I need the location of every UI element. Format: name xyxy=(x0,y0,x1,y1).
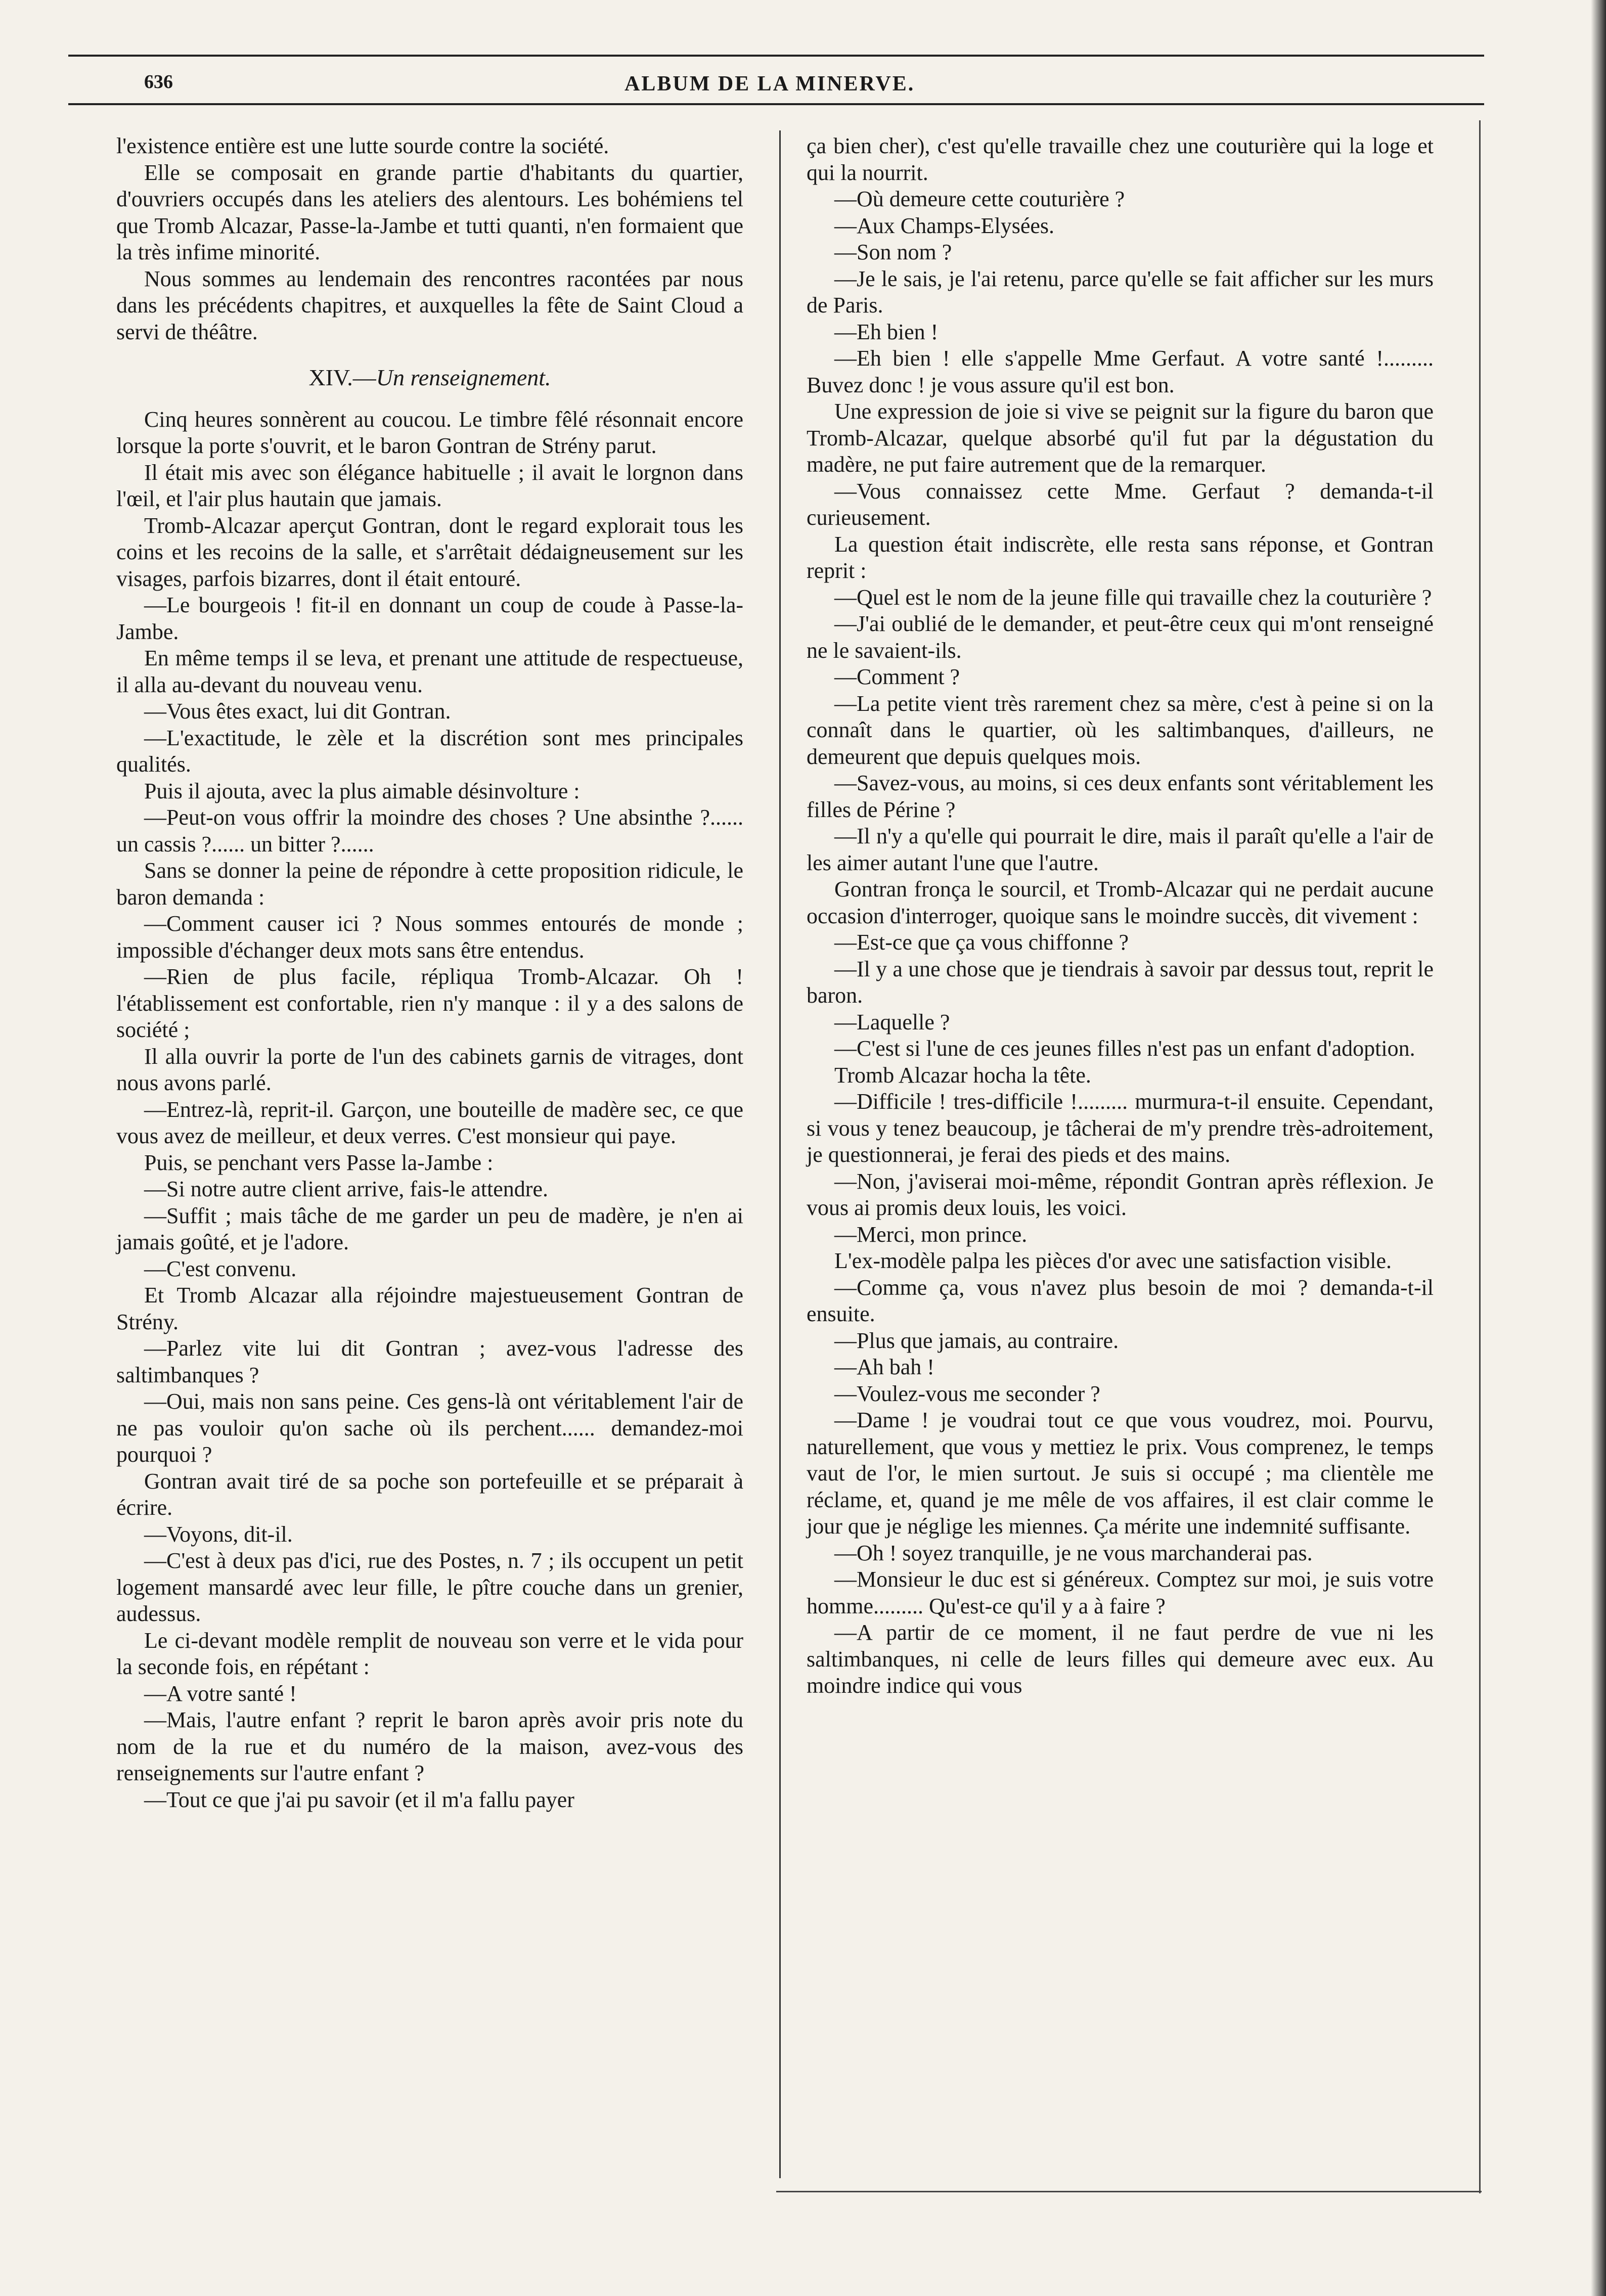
paragraph: —Il y a une chose que je tiendrais à savoir par dessus tout, reprit le baron. xyxy=(807,956,1434,1008)
paragraph: —Vous êtes exact, lui dit Gontran. xyxy=(144,699,451,724)
paragraph: —Mais, l'autre enfant ? reprit le baron après avoir pris note du nom de la rue et du numéro de la maison, avez-vous des renseignements sur l'autre enfant ? xyxy=(116,1707,743,1785)
chapter-number: XIV.— xyxy=(308,365,376,390)
paragraph: —Laquelle ? xyxy=(834,1009,950,1034)
page-number: 636 xyxy=(144,71,173,93)
paragraph: —Comment causer ici ? Nous sommes entourés de monde ; impossible d'échanger deux mots sans être entendus. xyxy=(116,911,743,963)
paragraph: —Plus que jamais, au contraire. xyxy=(834,1328,1119,1353)
right-body xyxy=(807,133,1434,1699)
paragraph: —Rien de plus facile, répliqua Tromb-Alcazar. Oh ! l'établissement est confortable, rien n'y manque : il y a des salons de société ; xyxy=(116,964,743,1042)
paragraph: Tromb-Alcazar aperçut Gontran, dont le regard explorait tous les coins et les recoins de la salle, et s'arrêtait dédaigneusement sur les visages, parfois bizarres, dont il était entouré. xyxy=(116,513,743,591)
page xyxy=(68,55,1484,2209)
paragraph: —Difficile ! tres-difficile !......... murmura-t-il ensuite. Cependant, si vous y tenez beaucoup, je tâcherai de m'y prendre très-adroitement, je questionnerai, je ferai des pieds et des mains. xyxy=(807,1089,1434,1167)
paragraph: Il alla ouvrir la porte de l'un des cabinets garnis de vitrages, dont nous avons parlé. xyxy=(116,1044,743,1095)
paragraph: Une expression de joie si vive se peignit sur la figure du baron que Tromb-Alcazar, quelque absorbé qu'il fut par la dégustation du madère, ne put faire autrement que de la remarquer. xyxy=(807,399,1434,477)
paragraph: —Tout ce que j'ai pu savoir (et il m'a fallu payer xyxy=(144,1787,574,1812)
paragraph: Gontran fronça le sourcil, et Tromb-Alcazar qui ne perdait aucune occasion d'interroger, quoique sans le moindre succès, dit vivement : xyxy=(807,877,1434,928)
paragraph: Le ci-devant modèle remplit de nouveau son verre et le vida pour la seconde fois, en répétant : xyxy=(116,1628,743,1679)
book-spine-shadow xyxy=(1591,0,1606,2296)
paragraph: Puis, se penchant vers Passe la-Jambe : xyxy=(144,1150,494,1175)
paragraph: —Comme ça, vous n'avez plus besoin de moi ? demanda-t-il ensuite. xyxy=(807,1275,1434,1326)
right-column xyxy=(807,133,1434,1699)
page-header xyxy=(68,55,1484,105)
paragraph: —C'est convenu. xyxy=(144,1256,297,1281)
paragraph: —L'exactitude, le zèle et la discrétion sont mes principales qualités. xyxy=(116,725,743,777)
paragraph: —A votre santé ! xyxy=(144,1681,297,1706)
paragraph: Et Tromb Alcazar alla réjoindre majestueusement Gontran de Strény. xyxy=(116,1283,743,1334)
paragraph: —C'est à deux pas d'ici, rue des Postes, n. 7 ; ils occupent un petit logement mansardé avec leur fille, le pître couche dans un grenier, audessus. xyxy=(116,1548,743,1626)
paragraph: Nous sommes au lendemain des rencontres racontées par nous dans les précédents chapitres, et auxquelles la fête de Saint Cloud a servi de théâtre. xyxy=(116,266,743,344)
paragraph: —Entrez-là, reprit-il. Garçon, une bouteille de madère sec, ce que vous avez de meilleur, et deux verres. C'est monsieur qui paye. xyxy=(116,1097,743,1148)
paragraph: —J'ai oublié de le demander, et peut-être ceux qui m'ont renseigné ne le savaient-ils. xyxy=(807,611,1434,663)
paragraph: —Dame ! je voudrai tout ce que vous voudrez, moi. Pourvu, naturellement, que vous y mettiez le prix. Vous comprenez, le temps vaut de l'or, le mien surtout. Je suis si occupé ; ma clientèle me réclame, et, quand je me mêle de vos affaires, il est clair comme le jour que je néglige les miennes. Ça mérite une indemnité suffisante. xyxy=(807,1408,1434,1539)
paragraph: La question était indiscrète, elle resta sans réponse, et Gontran reprit : xyxy=(807,531,1434,583)
paragraph: —Son nom ? xyxy=(834,240,952,264)
paragraph: —Comment ? xyxy=(834,664,960,689)
left-column xyxy=(116,133,743,1813)
paragraph: —Savez-vous, au moins, si ces deux enfants sont véritablement les filles de Périne ? xyxy=(807,771,1434,822)
frame-rule-bottom xyxy=(776,2191,1482,2192)
paragraph: —Parlez vite lui dit Gontran ; avez-vous l'adresse des saltimbanques ? xyxy=(116,1336,743,1387)
paragraph: —Je le sais, je l'ai retenu, parce qu'elle se fait afficher sur les murs de Paris. xyxy=(807,266,1434,318)
paragraph: —Vous connaissez cette Mme. Gerfaut ? demanda-t-il curieusement. xyxy=(807,478,1434,530)
chapter-heading xyxy=(116,365,743,391)
paragraph: —Oh ! soyez tranquille, je ne vous marchanderai pas. xyxy=(834,1540,1313,1565)
paragraph: —Suffit ; mais tâche de me garder un peu de madère, je n'en ai jamais goûté, et je l'adore. xyxy=(116,1203,743,1254)
paragraph: —Il n'y a qu'elle qui pourrait le dire, mais il paraît qu'elle a l'air de les aimer autant l'une que l'autre. xyxy=(807,824,1434,875)
paragraph: —Non, j'aviserai moi-même, répondit Gontran après réflexion. Je vous ai promis deux louis, les voici. xyxy=(807,1168,1434,1220)
paragraph: —A partir de ce moment, il ne faut perdre de vue ni les saltimbanques, ni celle de leurs filles qui demeure avec eux. Au moindre indice qui vous xyxy=(807,1620,1434,1698)
running-title: ALBUM DE LA MINERVE. xyxy=(624,72,915,96)
paragraph: —C'est si l'une de ces jeunes filles n'est pas un enfant d'adoption. xyxy=(834,1036,1415,1061)
paragraph: —Est-ce que ça vous chiffonne ? xyxy=(834,930,1129,955)
paragraph: —Merci, mon prince. xyxy=(834,1222,1028,1247)
paragraph: Puis il ajouta, avec la plus aimable désinvolture : xyxy=(144,778,580,803)
chapter-title: Un renseignement. xyxy=(376,365,551,390)
frame-rule-right xyxy=(1479,120,1481,2193)
column-divider xyxy=(779,130,781,2178)
paragraph: Tromb Alcazar hocha la tête. xyxy=(834,1062,1091,1088)
left-intro xyxy=(116,133,743,345)
paragraph: Gontran avait tiré de sa poche son portefeuille et se préparait à écrire. xyxy=(116,1468,743,1520)
paragraph: —Voyons, dit-il. xyxy=(144,1521,293,1547)
paragraph: Cinq heures sonnèrent au coucou. Le timbre fêlé résonnait encore lorsque la porte s'ouvrit, et le baron Gontran de Strény parut. xyxy=(116,407,743,458)
paragraph: —Le bourgeois ! fit-il en donnant un coup de coude à Passe-la-Jambe. xyxy=(116,593,743,644)
left-body xyxy=(116,407,743,1814)
paragraph: —Eh bien ! elle s'appelle Mme Gerfaut. A votre santé !......... Buvez donc ! je vous assure qu'il est bon. xyxy=(807,346,1434,397)
paragraph: —La petite vient très rarement chez sa mère, c'est à peine si on la connaît dans le quartier, où les saltimbanques, d'ailleurs, ne demeurent que depuis quelques mois. xyxy=(807,691,1434,769)
paragraph: l'existence entière est une lutte sourde contre la société. xyxy=(116,133,609,158)
paragraph: ça bien cher), c'est qu'elle travaille chez une couturière qui la loge et qui la nourrit. xyxy=(807,133,1434,185)
paragraph: —Monsieur le duc est si généreux. Comptez sur moi, je suis votre homme......... Qu'est-ce qu'il y a à faire ? xyxy=(807,1567,1434,1618)
paragraph: —Aux Champs-Elysées. xyxy=(834,213,1055,238)
paragraph: L'ex-modèle palpa les pièces d'or avec une satisfaction visible. xyxy=(834,1248,1392,1273)
paragraph: —Peut-on vous offrir la moindre des choses ? Une absinthe ?...... un cassis ?...... un bitter ?...... xyxy=(116,805,743,857)
paragraph: —Si notre autre client arrive, fais-le attendre. xyxy=(144,1177,548,1201)
paragraph: Il était mis avec son élégance habituelle ; il avait le lorgnon dans l'œil, et l'air plus hautain que jamais. xyxy=(116,460,743,511)
paragraph: —Quel est le nom de la jeune fille qui travaille chez la couturière ? xyxy=(834,584,1432,610)
paragraph: —Voulez-vous me seconder ? xyxy=(834,1381,1100,1406)
paragraph: —Oui, mais non sans peine. Ces gens-là ont véritablement l'air de ne pas vouloir qu'on sache où ils perchent...... demandez-moi pourquoi ? xyxy=(116,1389,743,1467)
paragraph: —Où demeure cette couturière ? xyxy=(834,187,1125,211)
paragraph: —Eh bien ! xyxy=(834,319,939,344)
paragraph: Elle se composait en grande partie d'habitants du quartier, d'ouvriers occupés dans les ateliers des alentours. Les bohémiens tel que Tromb Alcazar, Passe-la-Jambe et tutti quanti, n'en formaient que la très infime minorité. xyxy=(116,160,743,264)
paragraph: Sans se donner la peine de répondre à cette proposition ridicule, le baron demanda : xyxy=(116,858,743,910)
paragraph: En même temps il se leva, et prenant une attitude de respectueuse, il alla au-devant du nouveau venu. xyxy=(116,646,743,697)
paragraph: —Ah bah ! xyxy=(834,1355,934,1379)
